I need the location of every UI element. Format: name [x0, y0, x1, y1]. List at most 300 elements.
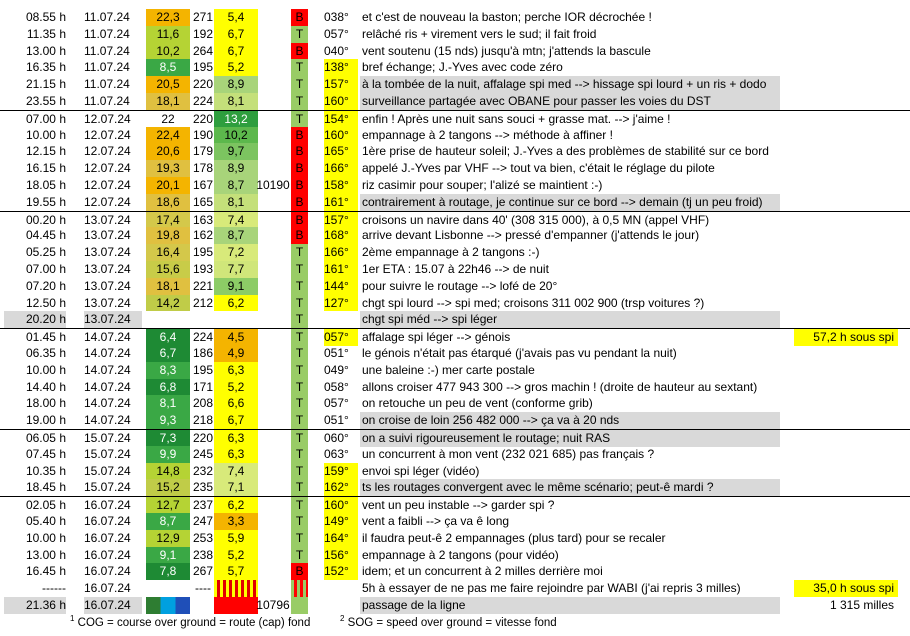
total-cell: [794, 547, 898, 564]
time-cell: 10.00 h: [25, 362, 66, 377]
wind-speed-cell: 14,8: [146, 463, 190, 480]
wind-speed-cell: 6,8: [146, 379, 190, 396]
wind-speed-cell: 20,6: [146, 143, 190, 160]
table-row: [0, 395, 910, 412]
heading-cell: 154°: [324, 111, 358, 128]
wind-speed-cell: 18,1: [146, 93, 190, 110]
comment-cell: affalage spi léger --> génois: [362, 330, 511, 345]
cog-cell: 237: [192, 498, 214, 513]
total-cell: [794, 177, 898, 194]
total-cell: [794, 59, 898, 76]
sog-cell: 4,5: [214, 329, 258, 346]
distance-cell: [256, 547, 290, 564]
total-cell: [794, 513, 898, 530]
cog-cell: 162: [192, 228, 214, 243]
heading-cell: 063°: [324, 446, 349, 461]
tack-mode-cell: T: [291, 547, 308, 564]
time-cell: 16.15 h: [25, 161, 66, 176]
date-cell: 11.07.24: [84, 43, 130, 58]
comment-cell: on a suivi rigoureusement le routage; nuit RAS: [360, 430, 780, 447]
heading-cell: 166°: [324, 244, 358, 261]
cog-cell: 186: [192, 345, 214, 360]
wind-speed-cell: 16,4: [146, 244, 190, 261]
total-cell: [794, 93, 898, 110]
comment-cell: un concurrent à mon vent (232 021 685) pas français ?: [362, 446, 655, 461]
wind-speed-cell: 17,4: [146, 212, 190, 229]
table-row: [0, 530, 910, 547]
time-cell: 13.00 h: [25, 547, 66, 562]
distance-cell: [256, 311, 290, 328]
wind-speed-cell: [146, 311, 190, 328]
total-cell: [794, 26, 898, 43]
tack-mode-cell: [291, 597, 308, 614]
sog-cell: 6,7: [214, 412, 258, 429]
date-cell: 16.07.24: [84, 498, 131, 513]
cog-cell: [190, 597, 216, 614]
distance-cell: [256, 497, 290, 514]
cog-cell: 171: [192, 379, 214, 394]
wind-speed-cell: 18,6: [146, 194, 190, 211]
table-row: [0, 143, 910, 160]
table-row: [0, 194, 910, 211]
comment-cell: surveillance partagée avec OBANE pour passer les voies du DST: [360, 93, 780, 110]
sog-cell: 6,7: [214, 26, 258, 43]
distance-cell: [256, 261, 290, 278]
time-cell: 05.40 h: [25, 513, 66, 528]
date-cell: 12.07.24: [84, 177, 131, 192]
distance-cell: [256, 563, 290, 580]
table-row: [0, 177, 910, 194]
time-cell: 21.15 h: [25, 77, 66, 92]
table-row: [0, 463, 910, 480]
time-cell: 07.00 h: [25, 261, 66, 276]
distance-cell: [256, 127, 290, 144]
comment-cell: ts les routages convergent avec le même scénario; peut-ê mardi ?: [360, 479, 780, 496]
tack-mode-cell: B: [291, 194, 308, 211]
sog-cell: 5,4: [214, 9, 258, 26]
date-cell: 13.07.24: [84, 311, 142, 328]
cog-cell: 165: [192, 194, 214, 209]
table-row: [0, 362, 910, 379]
time-cell: 14.40 h: [25, 379, 66, 394]
heading-cell: 060°: [324, 430, 349, 445]
cog-cell: 264: [192, 43, 214, 58]
date-cell: 14.07.24: [84, 379, 131, 394]
table-row: [0, 76, 910, 93]
distance-cell: [256, 278, 290, 295]
tack-mode-cell: B: [291, 227, 308, 244]
cog-cell: 195: [192, 60, 214, 75]
comment-cell: arrive devant Lisbonne --> pressé d'empanner (j'attends le jour): [362, 228, 700, 243]
wind-speed-cell: 22: [146, 111, 190, 128]
time-cell: 07.20 h: [25, 278, 66, 293]
wind-speed-cell: 15,6: [146, 261, 190, 278]
wind-speed-cell: [146, 597, 190, 614]
time-cell: 02.05 h: [25, 498, 66, 513]
heading-cell: 166°: [324, 160, 358, 177]
date-cell: 16.07.24: [84, 547, 131, 562]
sog-cell: 9,1: [214, 278, 258, 295]
heading-cell: 051°: [324, 345, 349, 360]
tack-mode-cell: T: [291, 311, 308, 328]
table-row: [0, 26, 910, 43]
sog-cell: 5,2: [214, 547, 258, 564]
total-cell: [794, 127, 898, 144]
wind-speed-cell: 20,5: [146, 76, 190, 93]
total-cell: [794, 446, 898, 463]
comment-cell: 1ère prise de hauteur soleil; J.-Yves a des problèmes de stabilité sur ce bord: [362, 144, 769, 159]
time-cell: 10.00 h: [25, 127, 66, 142]
tack-mode-cell: T: [291, 497, 308, 514]
sog-cell: 10,2: [214, 127, 258, 144]
table-row: [0, 127, 910, 144]
heading-cell: 057°: [324, 329, 358, 346]
time-cell: 18.45 h: [25, 480, 66, 495]
total-cell: [794, 412, 898, 429]
total-cell: [794, 362, 898, 379]
date-cell: 13.07.24: [84, 278, 131, 293]
sog-cell: 7,2: [214, 244, 258, 261]
comment-cell: enfin ! Après une nuit sans souci + grasse mat. --> j'aime !: [362, 111, 671, 126]
distance-cell: [256, 194, 290, 211]
distance-cell: [256, 446, 290, 463]
date-cell: 14.07.24: [84, 362, 131, 377]
wind-speed-cell: 10,2: [146, 43, 190, 60]
sog-cell: 5,9: [214, 530, 258, 547]
heading-cell: 049°: [324, 362, 349, 377]
date-cell: 15.07.24: [84, 463, 131, 478]
time-cell: 07.45 h: [25, 446, 66, 461]
date-cell: 12.07.24: [84, 194, 131, 209]
date-cell: 12.07.24: [84, 161, 131, 176]
heading-cell: 040°: [324, 43, 349, 58]
heading-cell: 165°: [324, 143, 358, 160]
cog-cell: 212: [192, 295, 214, 310]
tack-mode-cell: B: [291, 127, 308, 144]
sog-cell: 7,1: [214, 479, 258, 496]
total-cell: [794, 295, 898, 312]
distance-cell: [256, 463, 290, 480]
time-cell: 13.00 h: [25, 43, 66, 58]
time-cell: 06.05 h: [25, 430, 66, 445]
time-cell: 10.00 h: [25, 530, 66, 545]
total-cell: [794, 194, 898, 211]
date-cell: 12.07.24: [84, 127, 131, 142]
sog-cell: 7,7: [214, 261, 258, 278]
heading-cell: 160°: [324, 93, 358, 110]
date-cell: 15.07.24: [84, 480, 131, 495]
sog-cell: 7,4: [214, 463, 258, 480]
total-cell: [794, 244, 898, 261]
sog-cell: 6,2: [214, 497, 258, 514]
date-cell: 12.07.24: [84, 144, 131, 159]
sog-cell: [214, 311, 258, 328]
wind-speed-cell: 22,3: [146, 9, 190, 26]
comment-cell: vent soutenu (15 nds) jusqu'à mtn; j'attends la bascule: [362, 43, 651, 58]
total-cell: [794, 227, 898, 244]
table-row: [0, 496, 910, 513]
time-cell: 19.00 h: [25, 413, 66, 428]
sog-cell: 6,2: [214, 295, 258, 312]
heading-cell: 160°: [324, 497, 358, 514]
sog-cell: 6,3: [214, 446, 258, 463]
tack-mode-cell: T: [291, 513, 308, 530]
date-cell: 16.07.24: [84, 530, 131, 545]
distance-cell: [256, 76, 290, 93]
heading-cell: 138°: [324, 59, 358, 76]
date-cell: 14.07.24: [84, 396, 131, 411]
comment-cell: empannage à 2 tangons --> méthode à affiner !: [362, 127, 613, 142]
distance-cell: [256, 9, 290, 26]
heading-cell: 057°: [324, 26, 349, 41]
comment-cell: passage de la ligne: [360, 597, 780, 614]
sog-cell: 5,2: [214, 59, 258, 76]
time-cell: 05.25 h: [25, 245, 66, 260]
wind-speed-cell: 7,3: [146, 430, 190, 447]
sog-cell: 8,9: [214, 76, 258, 93]
cog-cell: 224: [192, 93, 214, 108]
cog-cell: 232: [192, 463, 214, 478]
date-cell: 13.07.24: [84, 295, 131, 310]
heading-cell: [324, 311, 358, 328]
cog-cell: 221: [192, 278, 214, 293]
table-row: [0, 244, 910, 261]
comment-cell: contrairement à routage, je continue sur ce bord --> demain (tj un peu froid): [360, 194, 780, 211]
sog-cell: [214, 597, 258, 614]
date-cell: 12.07.24: [84, 111, 131, 126]
distance-cell: [256, 513, 290, 530]
distance-cell: [256, 160, 290, 177]
cog-cell: 224: [192, 330, 214, 345]
date-cell: 15.07.24: [84, 446, 131, 461]
total-cell: [794, 563, 898, 580]
total-cell: [794, 345, 898, 362]
table-row: [0, 9, 910, 26]
time-cell: 21.36 h: [4, 597, 66, 614]
time-cell: ------: [42, 581, 66, 596]
tack-mode-cell: T: [291, 479, 308, 496]
distance-cell: [256, 212, 290, 229]
distance-cell: [256, 479, 290, 496]
footnote-cog: $^1$ COG = course over ground = route (cap) fond: [70, 614, 311, 629]
heading-cell: [324, 597, 358, 614]
heading-cell: 157°: [324, 76, 358, 93]
heading-cell: 162°: [324, 479, 358, 496]
tack-mode-cell: [291, 580, 308, 597]
comment-cell: 5h à essayer de ne pas me faire rejoindre par WABI (j'ai repris 3 milles): [362, 581, 741, 596]
comment-cell: et c'est de nouveau la baston; perche IOR décrochée !: [362, 10, 652, 24]
table-row: [0, 278, 910, 295]
tack-mode-cell: T: [291, 111, 308, 128]
table-row: [0, 227, 910, 244]
tack-mode-cell: T: [291, 261, 308, 278]
distance-cell: [256, 412, 290, 429]
distance-cell: [256, 530, 290, 547]
total-cell: [794, 43, 898, 60]
tack-mode-cell: B: [291, 9, 308, 26]
table-row: [0, 110, 910, 127]
cog-cell: 238: [192, 547, 214, 562]
distance-cell: [256, 244, 290, 261]
table-row: [0, 580, 910, 597]
cog-cell: 193: [192, 261, 214, 276]
date-cell: 11.07.24: [84, 60, 130, 75]
comment-cell: à la tombée de la nuit, affalage spi med --> hissage spi lourd + un ris + dodo: [360, 76, 780, 93]
comment-cell: vent un peu instable --> garder spi ?: [362, 498, 555, 513]
cog-cell: 220: [192, 77, 214, 92]
total-cell: 1 315 milles: [829, 597, 894, 612]
tack-mode-cell: T: [291, 278, 308, 295]
table-row: [0, 597, 910, 614]
heading-cell: 164°: [324, 530, 358, 547]
date-cell: 16.07.24: [84, 581, 131, 596]
cog-cell: 220: [192, 111, 214, 126]
heading-cell: 051°: [324, 413, 349, 428]
time-cell: 04.45 h: [25, 228, 66, 243]
distance-cell: [256, 59, 290, 76]
time-cell: 12.15 h: [25, 144, 66, 159]
tack-mode-cell: T: [291, 345, 308, 362]
time-cell: 16.45 h: [25, 564, 66, 579]
cog-cell: [190, 311, 216, 328]
distance-cell: [256, 143, 290, 160]
sog-cell: 8,7: [214, 227, 258, 244]
comment-cell: relâché ris + virement vers le sud; il fait froid: [362, 26, 597, 41]
footnote-sog: $^2$ SOG = speed over ground = vitesse fond: [340, 614, 557, 629]
total-cell: [794, 430, 898, 447]
wind-speed-cell: 12,9: [146, 530, 190, 547]
wind-speed-cell: 22,4: [146, 127, 190, 144]
sog-cell: 5,7: [214, 563, 258, 580]
tack-mode-cell: B: [291, 563, 308, 580]
comment-cell: chgt spi méd --> spi léger: [360, 311, 780, 328]
cog-cell: 208: [192, 396, 214, 411]
tack-mode-cell: B: [291, 177, 308, 194]
total-cell: [794, 497, 898, 514]
wind-speed-cell: 6,4: [146, 329, 190, 346]
cog-cell: 245: [192, 446, 214, 461]
sog-cell: 8,1: [214, 194, 258, 211]
date-cell: 11.07.24: [84, 93, 130, 108]
heading-cell: 127°: [324, 295, 358, 312]
heading-cell: 160°: [324, 127, 358, 144]
tack-mode-cell: T: [291, 395, 308, 412]
table-row: [0, 211, 910, 228]
distance-cell: [256, 93, 290, 110]
cog-cell: 235: [192, 480, 214, 495]
total-cell: [794, 261, 898, 278]
wind-speed-cell: 9,9: [146, 446, 190, 463]
wind-speed-cell: [146, 580, 190, 597]
total-cell: [794, 311, 898, 328]
heading-cell: 149°: [324, 513, 358, 530]
wind-speed-cell: 6,7: [146, 345, 190, 362]
date-cell: 16.07.24: [84, 513, 131, 528]
table-row: [0, 345, 910, 362]
time-cell: 20.20 h: [4, 311, 66, 328]
tack-mode-cell: T: [291, 379, 308, 396]
total-cell: [794, 212, 898, 229]
cog-cell: 253: [192, 530, 214, 545]
sog-cell: 8,7: [214, 177, 258, 194]
time-cell: 23.55 h: [25, 93, 66, 108]
total-cell: [794, 463, 898, 480]
wind-speed-cell: 18,1: [146, 278, 190, 295]
wind-speed-cell: 15,2: [146, 479, 190, 496]
cog-cell: 220: [192, 430, 214, 445]
tack-mode-cell: B: [291, 160, 308, 177]
time-cell: 07.00 h: [25, 111, 66, 126]
time-cell: 12.50 h: [25, 295, 66, 310]
distance-cell: [256, 345, 290, 362]
time-cell: 18.05 h: [25, 177, 66, 192]
heading-cell: 157°: [324, 212, 358, 229]
wind-speed-cell: 20,1: [146, 177, 190, 194]
cog-cell: 179: [192, 144, 214, 159]
distance-cell: [256, 43, 290, 60]
tack-mode-cell: B: [291, 143, 308, 160]
distance-cell: [256, 395, 290, 412]
date-cell: 13.07.24: [84, 245, 131, 260]
tack-mode-cell: T: [291, 329, 308, 346]
comment-cell: il faudra peut-ê 2 empannages (plus tard) pour se recaler: [362, 530, 666, 545]
sog-cell: 8,1: [214, 93, 258, 110]
tack-mode-cell: T: [291, 463, 308, 480]
comment-cell: chgt spi lourd --> spi med; croisons 311 002 900 (trsp voitures ?): [362, 295, 705, 310]
wind-speed-cell: 14,2: [146, 295, 190, 312]
tack-mode-cell: T: [291, 430, 308, 447]
table-row: [0, 311, 910, 328]
date-cell: 11.07.24: [84, 77, 130, 92]
wind-speed-cell: 19,8: [146, 227, 190, 244]
wind-speed-cell: 9,1: [146, 547, 190, 564]
table-row: [0, 43, 910, 60]
time-cell: 00.20 h: [25, 212, 66, 227]
comment-cell: on retouche un peu de vent (conforme grib): [362, 396, 593, 411]
table-row: [0, 93, 910, 110]
table-row: [0, 563, 910, 580]
date-cell: 14.07.24: [84, 413, 131, 428]
table-row: [0, 547, 910, 564]
time-cell: 11.35 h: [26, 26, 66, 41]
heading-cell: 156°: [324, 547, 358, 564]
sog-cell: [214, 580, 258, 597]
total-cell: [794, 111, 898, 128]
tack-mode-cell: T: [291, 76, 308, 93]
cog-cell: 195: [192, 362, 214, 377]
wind-speed-cell: 11,6: [146, 26, 190, 43]
date-cell: 16.07.24: [84, 564, 131, 579]
date-cell: 14.07.24: [84, 330, 131, 345]
date-cell: 13.07.24: [84, 212, 131, 227]
table-row: [0, 429, 910, 446]
comment-cell: allons croiser 477 943 300 --> gros machin ! (droite de hauteur au sextant): [362, 379, 758, 394]
heading-cell: 161°: [324, 261, 358, 278]
wind-speed-cell: 19,3: [146, 160, 190, 177]
sog-cell: 6,3: [214, 362, 258, 379]
heading-cell: 144°: [324, 278, 358, 295]
wind-speed-cell: 8,3: [146, 362, 190, 379]
date-cell: 11.07.24: [84, 26, 130, 41]
cog-cell: 247: [192, 513, 214, 528]
sog-cell: 6,3: [214, 430, 258, 447]
cog-cell: 192: [192, 26, 214, 41]
total-cell: 57,2 h sous spi: [794, 329, 898, 346]
table-row: [0, 446, 910, 463]
date-cell: 11.07.24: [84, 10, 130, 24]
cog-cell: 190: [192, 127, 214, 142]
wind-speed-cell: 8,1: [146, 395, 190, 412]
